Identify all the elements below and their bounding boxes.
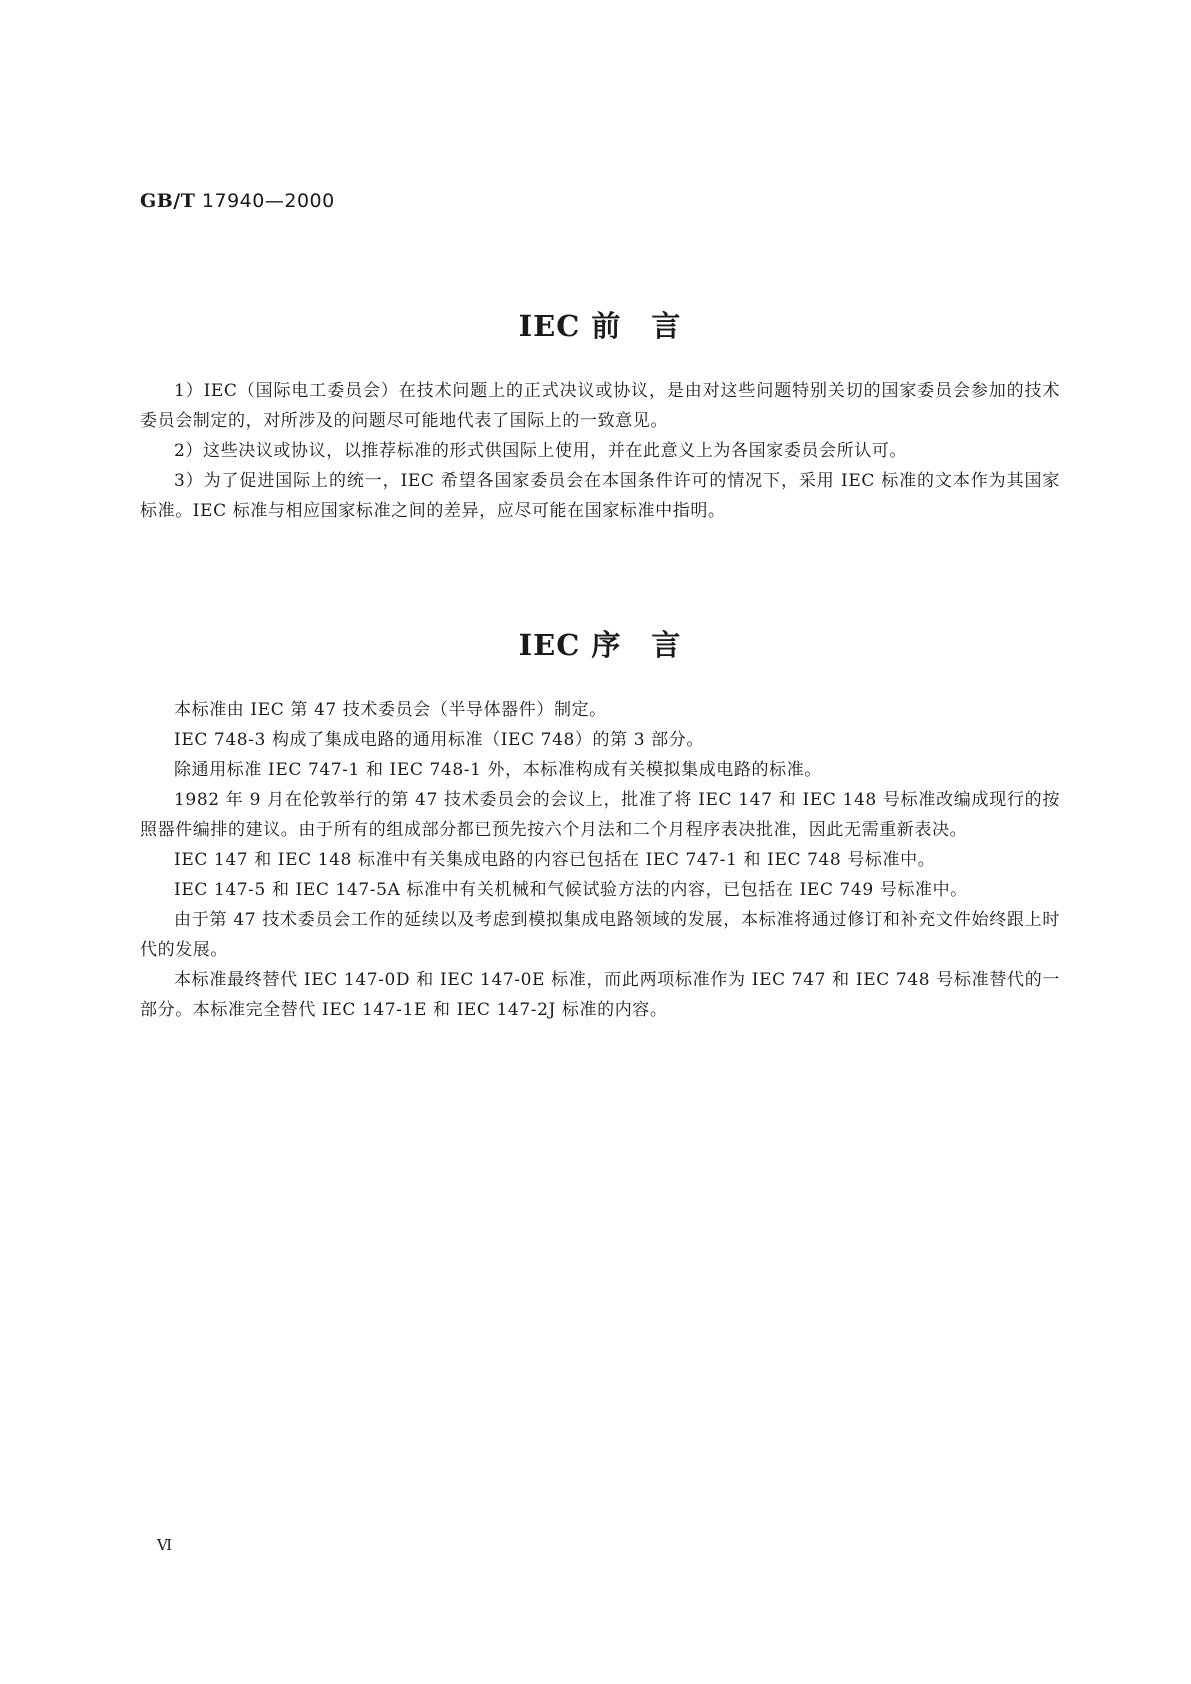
foreword-title bbox=[140, 306, 1060, 346]
standard-number bbox=[140, 190, 335, 212]
paragraph: 本标准由 IEC 第 47 技术委员会（半导体器件）制定。 bbox=[174, 700, 607, 720]
foreword-body bbox=[140, 376, 1060, 526]
standard-code: 17940—2000 bbox=[201, 190, 335, 212]
preface-title bbox=[140, 625, 1060, 665]
standard-prefix: GB/T bbox=[140, 190, 196, 212]
iec-preface-section bbox=[140, 625, 1060, 1025]
paragraph: IEC 748-3 构成了集成电路的通用标准（IEC 748）的第 3 部分。 bbox=[174, 730, 704, 750]
paragraph: 本标准最终替代 IEC 147-0D 和 IEC 147-0E 标准，而此两项标准作为 IEC 747 和 IEC 748 号标准替代的一部分。本标准完全替代 IEC 147-1E 和 IEC 147-2J 标准的内容。 bbox=[140, 970, 1060, 1020]
paragraph: 2）这些决议或协议，以推荐标准的形式供国际上使用，并在此意义上为各国家委员会所认可。 bbox=[174, 441, 908, 461]
paragraph: 除通用标准 IEC 747-1 和 IEC 748-1 外，本标准构成有关模拟集成电路的标准。 bbox=[174, 760, 822, 780]
paragraph: IEC 147-5 和 IEC 147-5A 标准中有关机械和气候试验方法的内容，已包括在 IEC 749 号标准中。 bbox=[174, 880, 968, 900]
preface-title-part-1: IEC 序 bbox=[518, 628, 622, 662]
foreword-title-part-2: 言 bbox=[651, 309, 682, 343]
paragraph: 由于第 47 技术委员会工作的延续以及考虑到模拟集成电路领域的发展，本标准将通过修订和补充文件始终跟上时代的发展。 bbox=[140, 910, 1060, 960]
preface-title-part-2: 言 bbox=[651, 628, 682, 662]
preface-body bbox=[140, 695, 1060, 1025]
foreword-title-part-1: IEC 前 bbox=[518, 309, 622, 343]
iec-foreword-section bbox=[140, 306, 1060, 526]
paragraph: 3）为了促进国际上的统一，IEC 希望各国家委员会在本国条件许可的情况下，采用 IEC 标准的文本作为其国家标准。IEC 标准与相应国家标准之间的差异，应尽可能在国家标准中指明。 bbox=[140, 471, 1060, 521]
paragraph: IEC 147 和 IEC 148 标准中有关集成电路的内容已包括在 IEC 747-1 和 IEC 748 号标准中。 bbox=[174, 850, 936, 870]
paragraph: 1）IEC（国际电工委员会）在技术问题上的正式决议或协议，是由对这些问题特别关切的国家委员会参加的技术委员会制定的，对所涉及的问题尽可能地代表了国际上的一致意见。 bbox=[140, 381, 1060, 431]
page-number: Ⅵ bbox=[157, 1536, 173, 1554]
paragraph: 1982 年 9 月在伦敦举行的第 47 技术委员会的会议上，批准了将 IEC 147 和 IEC 148 号标准改编成现行的按照器件编排的建议。由于所有的组成部分都已预先按六个月法和二个月程序表决批准，因此无需重新表决。 bbox=[140, 790, 1060, 840]
